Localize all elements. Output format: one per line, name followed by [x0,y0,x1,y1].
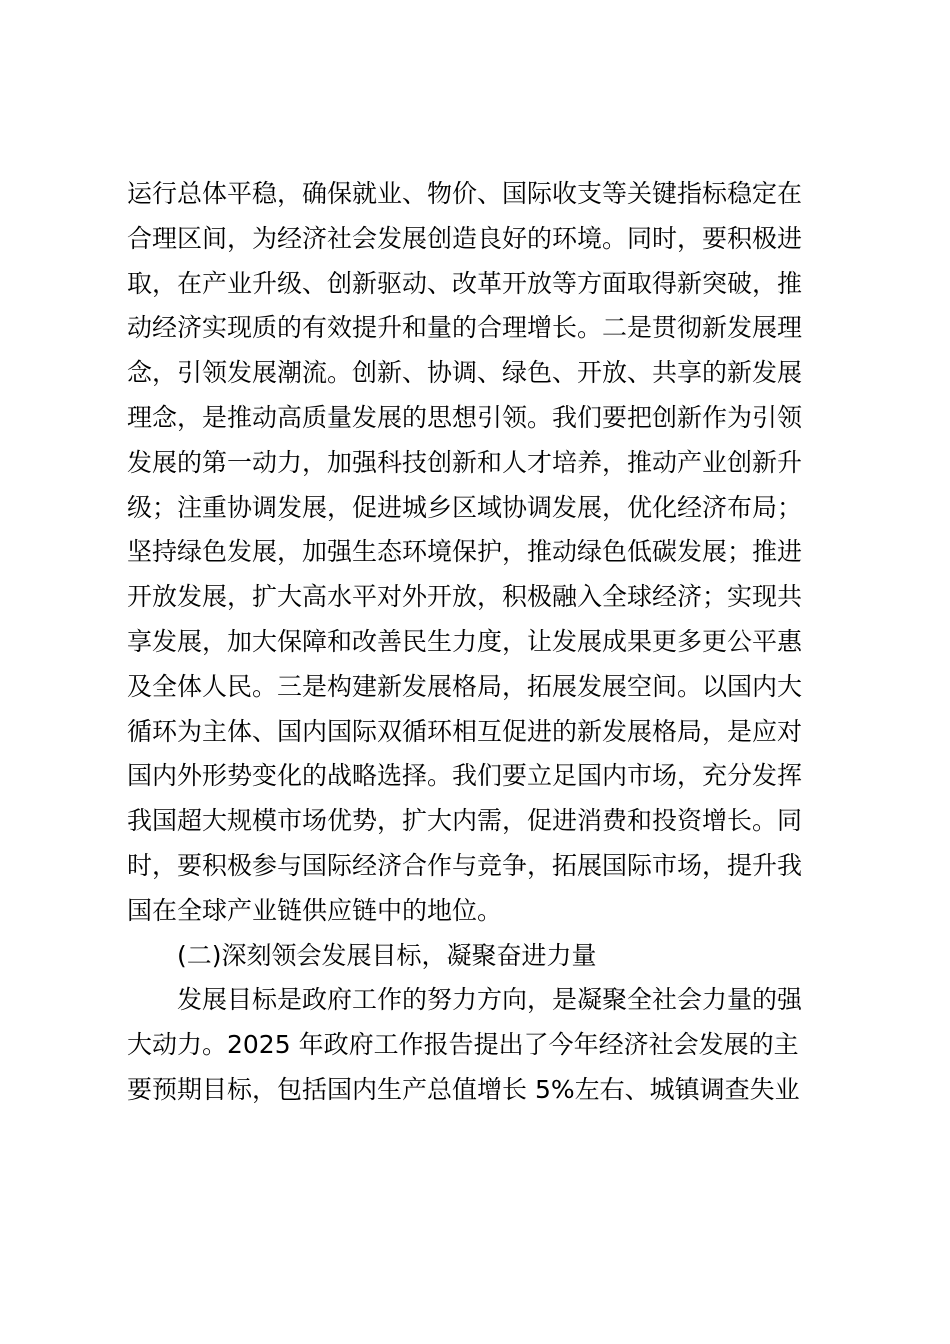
text-line: 国内外形势变化的战略选择。我们要立足国内市场，充分发挥 [127,761,803,791]
text-line: 开放发展，扩大高水平对外开放，积极融入全球经济；实现共 [127,582,803,612]
text-line: 循环为主体、国内国际双循环相互促进的新发展格局，是应对 [127,716,803,746]
text-line: 念，引领发展潮流。创新、协调、绿色、开放、共享的新发展 [127,358,803,388]
text-line: 国在全球产业链供应链中的地位。 [127,895,503,925]
text-line: 要预期目标，包括国内生产总值增长 5%左右、城镇调查失业 [127,1074,800,1104]
text-line: 发展的第一动力，加强科技创新和人才培养，推动产业创新升 [127,447,803,477]
section-heading: (二)深刻领会发展目标，凝聚奋进力量 [177,940,597,970]
text-line: 动经济实现质的有效提升和量的合理增长。二是贯彻新发展理 [127,313,803,343]
text-line: 取，在产业升级、创新驱动、改革开放等方面取得新突破，推 [127,268,803,298]
text-line: 合理区间，为经济社会发展创造良好的环境。同时，要积极进 [127,223,803,253]
text-line: 坚持绿色发展，加强生态环境保护，推动绿色低碳发展；推进 [127,537,803,567]
text-line: 时，要积极参与国际经济合作与竞争，拓展国际市场，提升我 [127,850,803,880]
body-text [127,172,827,1113]
text-line: 运行总体平稳，确保就业、物价、国际收支等关键指标稳定在 [127,179,803,208]
text-line: 及全体人民。三是构建新发展格局，拓展发展空间。以国内大 [127,671,803,701]
text-line: 大动力。2025 年政府工作报告提出了今年经济社会发展的主 [127,1030,799,1060]
text-line: 级；注重协调发展，促进城乡区域协调发展，优化经济布局； [127,492,803,522]
text-line: 享发展，加大保障和改善民生力度，让发展成果更多更公平惠 [127,626,803,656]
text-line: 发展目标是政府工作的努力方向，是凝聚全社会力量的强 [177,985,803,1015]
text-line: 理念，是推动高质量发展的思想引领。我们要把创新作为引领 [127,402,803,432]
text-line: 我国超大规模市场优势，扩大内需，促进消费和投资增长。同 [127,806,803,836]
